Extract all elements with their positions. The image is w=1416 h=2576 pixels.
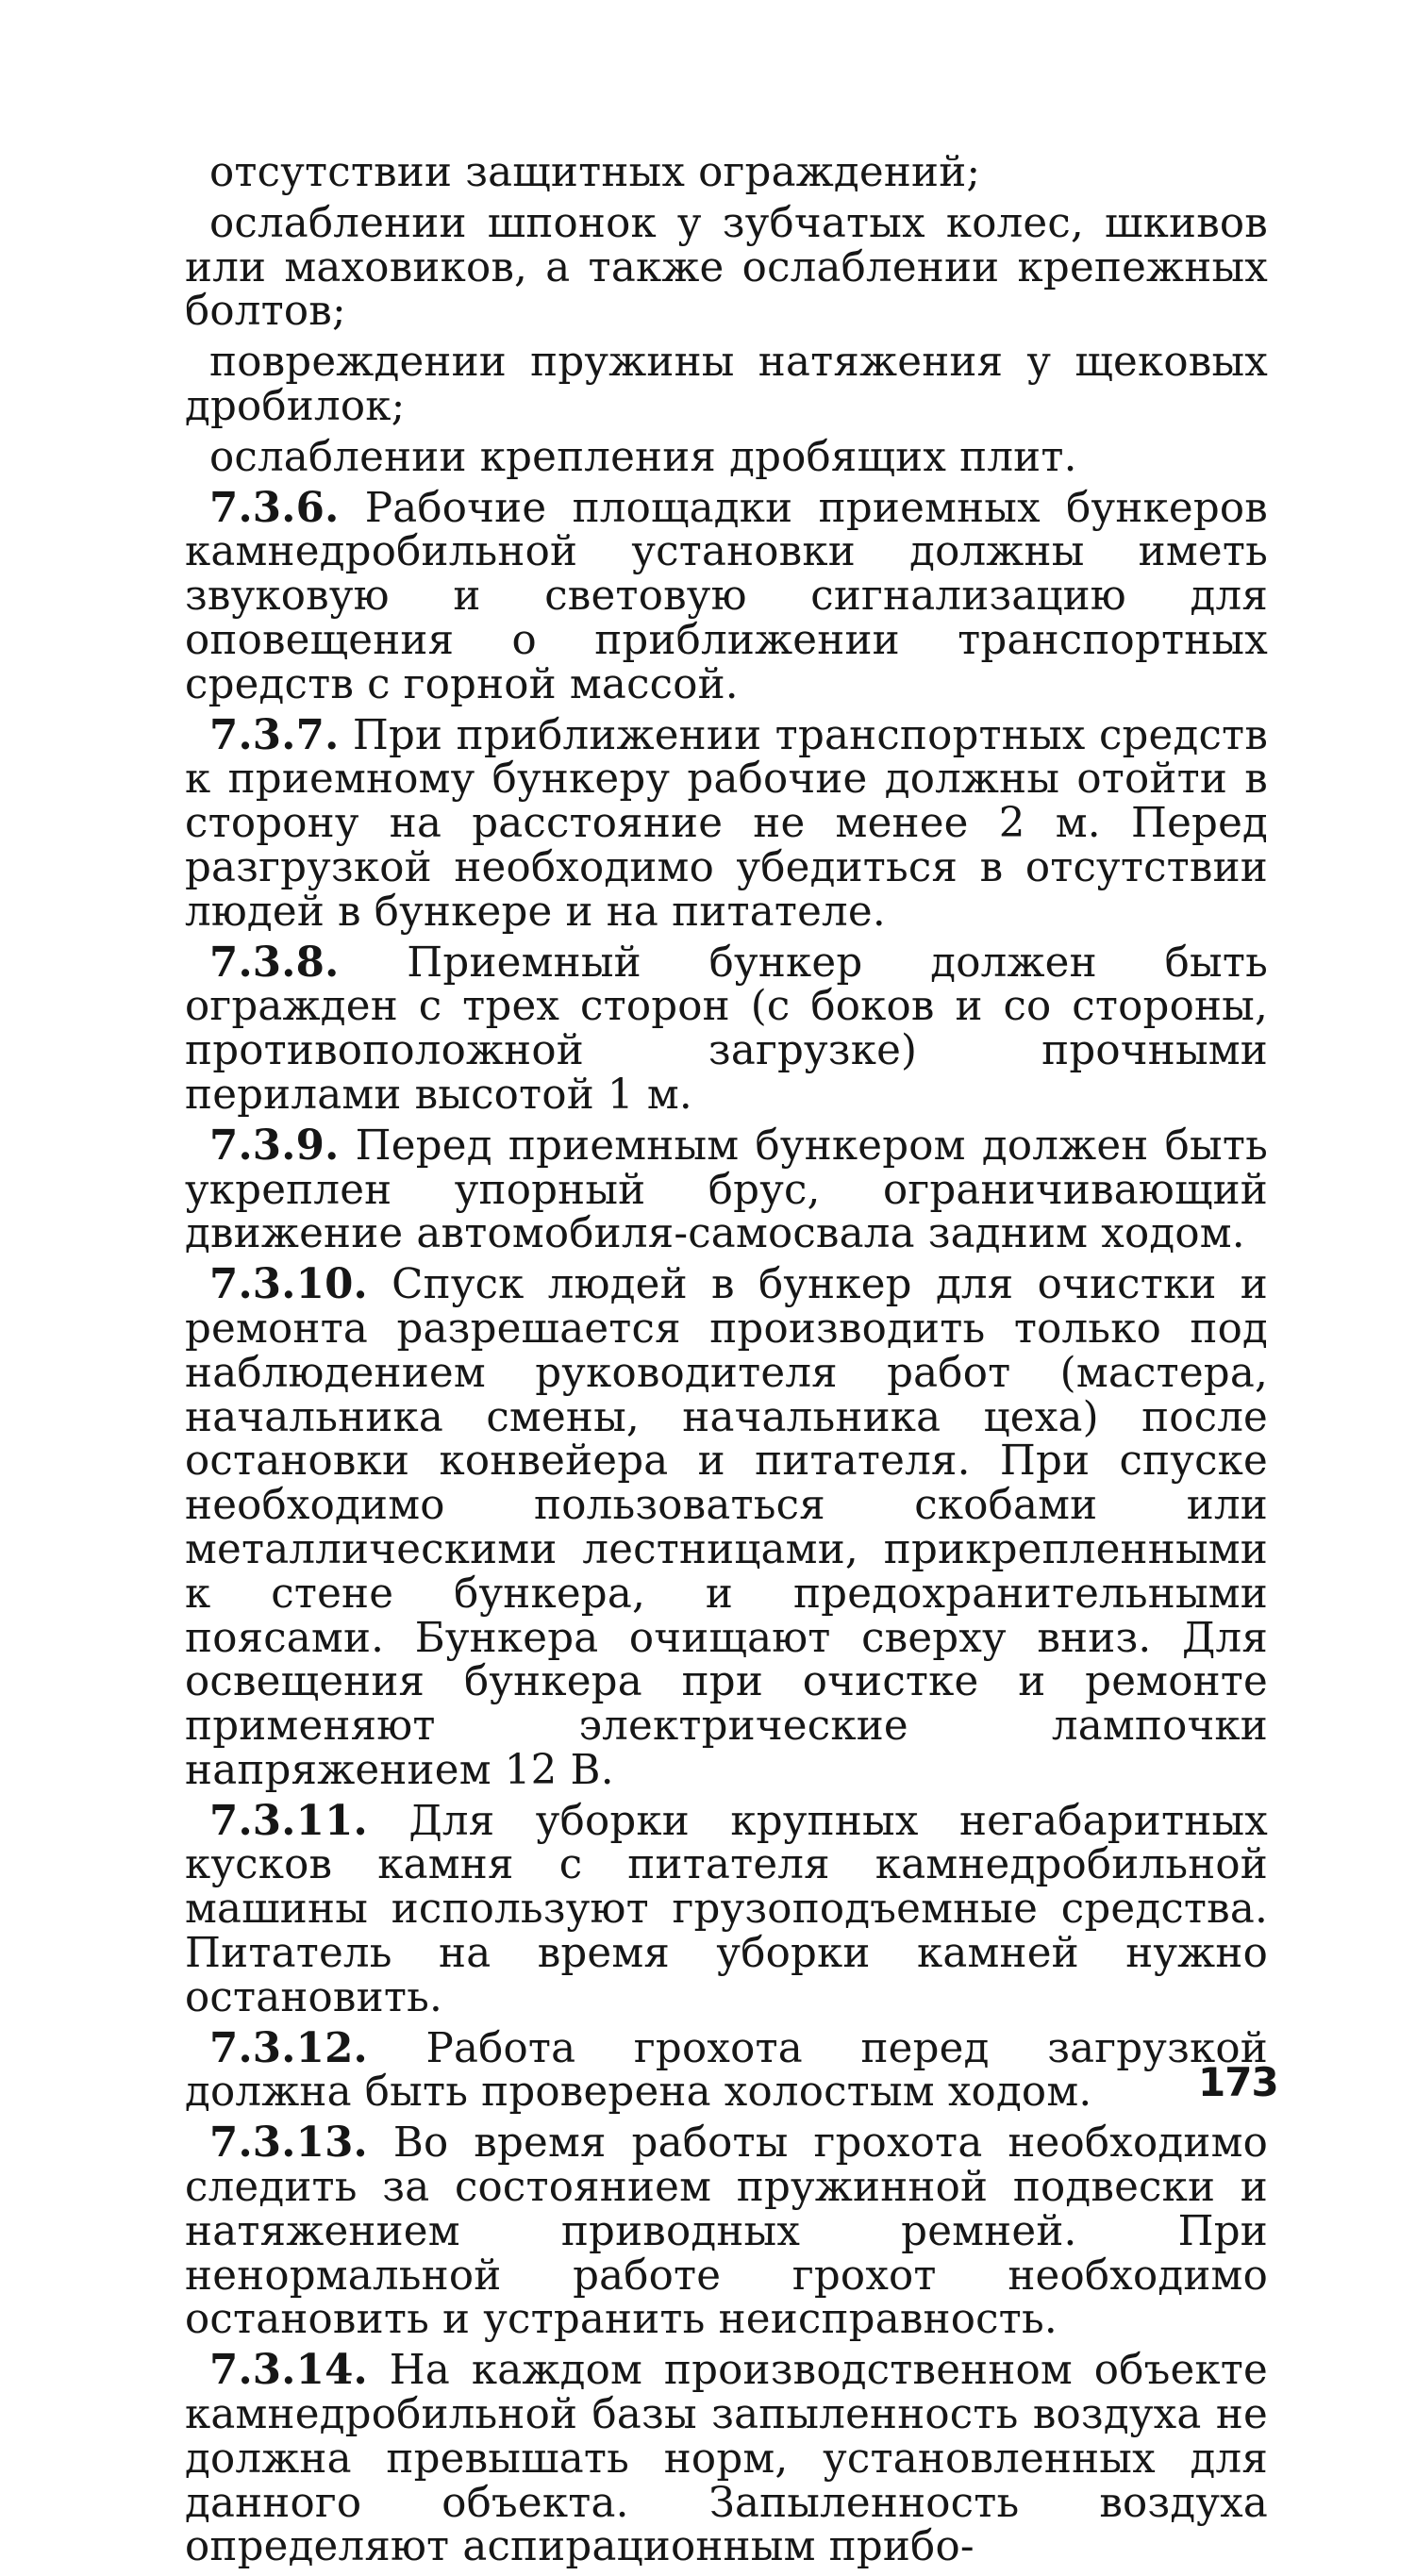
paragraph-text: повреждении пружины натяжения у щековых дробилок; (185, 339, 1268, 430)
paragraph-number: 7.3.7. (209, 710, 340, 759)
paragraph-7-3-14 (185, 2346, 1268, 2571)
paragraph-text: ослаблении шпонок у зубчатых колес, шкивов или маховиков, а также ослаблении крепежных болтов; (185, 199, 1268, 336)
paragraph-item-1 (185, 151, 1268, 195)
paragraph-number: 7.3.10. (209, 1260, 368, 1309)
paragraph-number: 7.3.8. (209, 938, 340, 987)
paragraph-number: 7.3.12. (209, 2023, 368, 2072)
paragraph-text: Приемный бункер должен быть огражден с трех сторон (с боков и со стороны, противоположной загрузке) прочными перилами высотой 1 м. (185, 939, 1268, 1119)
paragraph-text: Во время работы грохота необходимо следить за состоянием пружинной подвески и натяжением приводных ремней. При ненормальной работе грохот необходимо остановить и устранить неисправность. (185, 2119, 1269, 2344)
paragraph-text: ослаблении крепления дробящих плит. (209, 433, 1077, 481)
page-number: 173 (1198, 2059, 1278, 2105)
paragraph-item-4 (185, 433, 1268, 481)
paragraph-number: 7.3.9. (209, 1121, 340, 1170)
paragraph-number: 7.3.6. (209, 483, 340, 532)
paragraph-number: 7.3.14. (209, 2346, 368, 2395)
paragraph-text: отсутствии защитных ограждений; (209, 149, 981, 196)
paragraph-7-3-9 (185, 1121, 1269, 1258)
paragraph-number: 7.3.13. (209, 2119, 368, 2168)
paragraph-text: Перед приемным бункером должен быть укреплен упорный брус, ограничивающий движение автомобиля-самосвала задним ходом. (185, 1122, 1269, 1258)
paragraph-7-3-12 (185, 2023, 1268, 2117)
paragraph-item-3 (185, 341, 1268, 429)
paragraph-text: При приближении транспортных средств к приемному бункеру рабочие должны отойти в сторону на расстояние не менее 2 м. Перед разгрузкой необходимо убедиться в отсутствии людей в бункере и на питателе. (185, 711, 1269, 936)
paragraph-text: Работа грохота перед загрузкой должна быть проверена холостым ходом. (185, 2024, 1268, 2117)
paragraph-text: Рабочие площадки приемных бункеров камнедробильной установки должны иметь звуковую и световую сигнализацию для оповещения о приближении транспортных средств с горной массой. (185, 484, 1269, 708)
paragraph-7-3-13 (185, 2121, 1268, 2342)
paragraph-text: Спуск людей в бункер для очистки и ремонта разрешается производить только под наблюдением руководителя работ (мастера, начальника смены, начальника цеха) после остановки конвейера и питателя. При спуске необходимо пользоваться скобами или металлическими лестницами, прикрепленными к стене бункера, и предохранительными поясами. Бункера очищают сверху вниз. Для освещения бункера при очистке и ремонте применяют электрические лампочки напряжением 12 В. (185, 1261, 1269, 1794)
paragraph-7-3-11 (185, 1796, 1269, 2021)
paragraph-7-3-10 (185, 1260, 1269, 1794)
paragraph-item-2 (185, 199, 1268, 336)
paragraph-7-3-7 (185, 710, 1269, 936)
paragraph-text: На каждом производственном объекте камнедробильной базы запыленность воздуха не должна превышать норм, установленных для данного объекта. Запыленность воздуха определяют аспирационным прибо- (185, 2347, 1268, 2571)
paragraph-text: Для уборки крупных негабаритных кусков камня с питателя камнедробильной машины используют грузоподъемные средства. Питатель на время уборки камней нужно остановить. (185, 1797, 1269, 2021)
page-body (185, 151, 1268, 2576)
paragraph-7-3-8 (185, 938, 1268, 1119)
paragraph-7-3-6 (185, 483, 1269, 708)
paragraph-number: 7.3.11. (209, 1796, 368, 1845)
